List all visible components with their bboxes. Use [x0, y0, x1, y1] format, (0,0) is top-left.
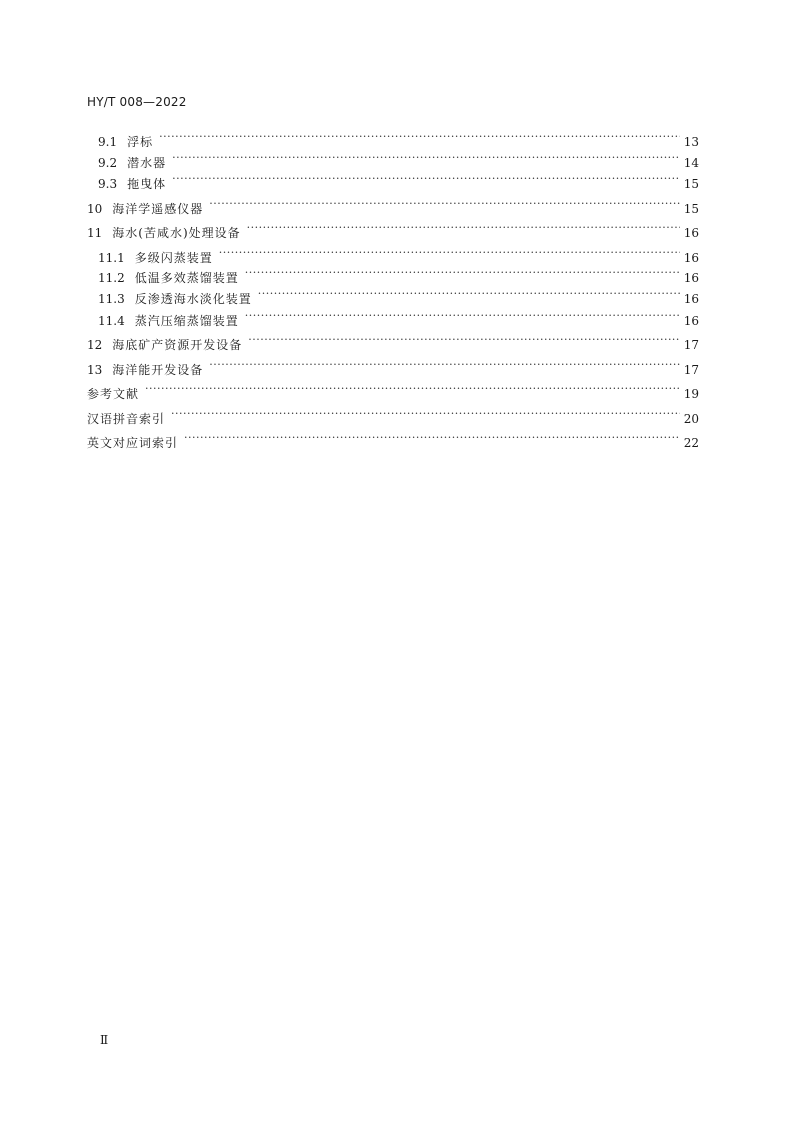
- dot-leader: [209, 197, 679, 213]
- toc-entry-page: 16: [683, 226, 699, 240]
- dot-leader: [245, 309, 680, 325]
- toc-entry-page: 19: [683, 387, 699, 401]
- toc-entry-pinyin-index[interactable]: [87, 407, 699, 426]
- dot-leader: [171, 407, 680, 423]
- toc-entry-title: 海洋学遥感仪器: [112, 202, 204, 216]
- dot-leader: [159, 130, 680, 146]
- toc-entry-title: 汉语拼音索引: [87, 412, 166, 426]
- dot-leader: [209, 358, 679, 374]
- toc-entry-references[interactable]: [87, 382, 699, 401]
- toc-entry-title: 拖曳体: [127, 177, 167, 191]
- toc-entry-page: 16: [683, 251, 699, 265]
- document-id-header: HY/T 008—2022: [87, 95, 187, 109]
- toc-entry-page: 15: [683, 202, 699, 216]
- toc-entry-9-1[interactable]: [98, 130, 699, 149]
- toc-entry-number: 11: [87, 226, 103, 240]
- toc-entry-title: 多级闪蒸装置: [134, 251, 213, 265]
- dot-leader: [172, 172, 680, 188]
- toc-entry-11-1[interactable]: [98, 246, 699, 265]
- toc-entry-title: 浮标: [127, 135, 154, 149]
- dot-leader: [145, 382, 680, 398]
- dot-leader: [172, 151, 680, 167]
- toc-entry-title: 海水(苦咸水)处理设备: [112, 226, 241, 240]
- toc-entry-11-3[interactable]: [98, 287, 699, 306]
- toc-entry-number: 11.3: [98, 292, 125, 306]
- toc-entry-number: 10: [87, 202, 103, 216]
- toc-entry-page: 17: [683, 363, 699, 377]
- toc-entry-title: 参考文献: [87, 387, 140, 401]
- dot-leader: [247, 221, 680, 237]
- toc-entry-page: 15: [683, 177, 699, 191]
- toc-entry-11-2[interactable]: [98, 266, 699, 285]
- toc-entry-9-3[interactable]: [98, 172, 699, 191]
- toc-entry-page: 13: [683, 135, 699, 149]
- toc-entry-page: 16: [683, 314, 699, 328]
- toc-entry-12[interactable]: [87, 333, 699, 352]
- toc-entry-number: 9.3: [98, 177, 118, 191]
- toc-entry-title: 英文对应词索引: [87, 436, 179, 450]
- toc-entry-number: 13: [87, 363, 103, 377]
- toc-entry-number: 9.2: [98, 156, 118, 170]
- toc-entry-page: 22: [683, 436, 699, 450]
- toc-entry-number: 12: [87, 338, 103, 352]
- toc-entry-number: 11.4: [98, 314, 125, 328]
- toc-entry-9-2[interactable]: [98, 151, 699, 170]
- toc-entry-number: 11.2: [98, 271, 125, 285]
- toc-entry-13[interactable]: [87, 358, 699, 377]
- toc-entry-page: 16: [683, 271, 699, 285]
- dot-leader: [245, 266, 680, 282]
- toc-entry-page: 20: [683, 412, 699, 426]
- toc-entry-title: 海洋能开发设备: [112, 363, 204, 377]
- toc-entry-title: 蒸汽压缩蒸馏装置: [134, 314, 239, 328]
- toc-entry-11-4[interactable]: [98, 309, 699, 328]
- toc-entry-title: 低温多效蒸馏装置: [134, 271, 239, 285]
- dot-leader: [258, 287, 680, 303]
- toc-entry-10[interactable]: [87, 197, 699, 216]
- toc-entry-number: 11.1: [98, 251, 125, 265]
- toc-entry-title: 反渗透海水淡化装置: [134, 292, 252, 306]
- toc-entry-11[interactable]: [87, 221, 699, 240]
- toc-entry-page: 14: [683, 156, 699, 170]
- toc-entry-english-index[interactable]: [87, 431, 699, 450]
- toc-entry-number: 9.1: [98, 135, 118, 149]
- toc-entry-title: 潜水器: [127, 156, 167, 170]
- dot-leader: [184, 431, 680, 447]
- toc-entry-page: 17: [683, 338, 699, 352]
- toc-entry-title: 海底矿产资源开发设备: [112, 338, 243, 352]
- page-number-footer: Ⅱ: [100, 1033, 109, 1047]
- dot-leader: [219, 246, 680, 262]
- dot-leader: [248, 333, 679, 349]
- toc-entry-page: 16: [683, 292, 699, 306]
